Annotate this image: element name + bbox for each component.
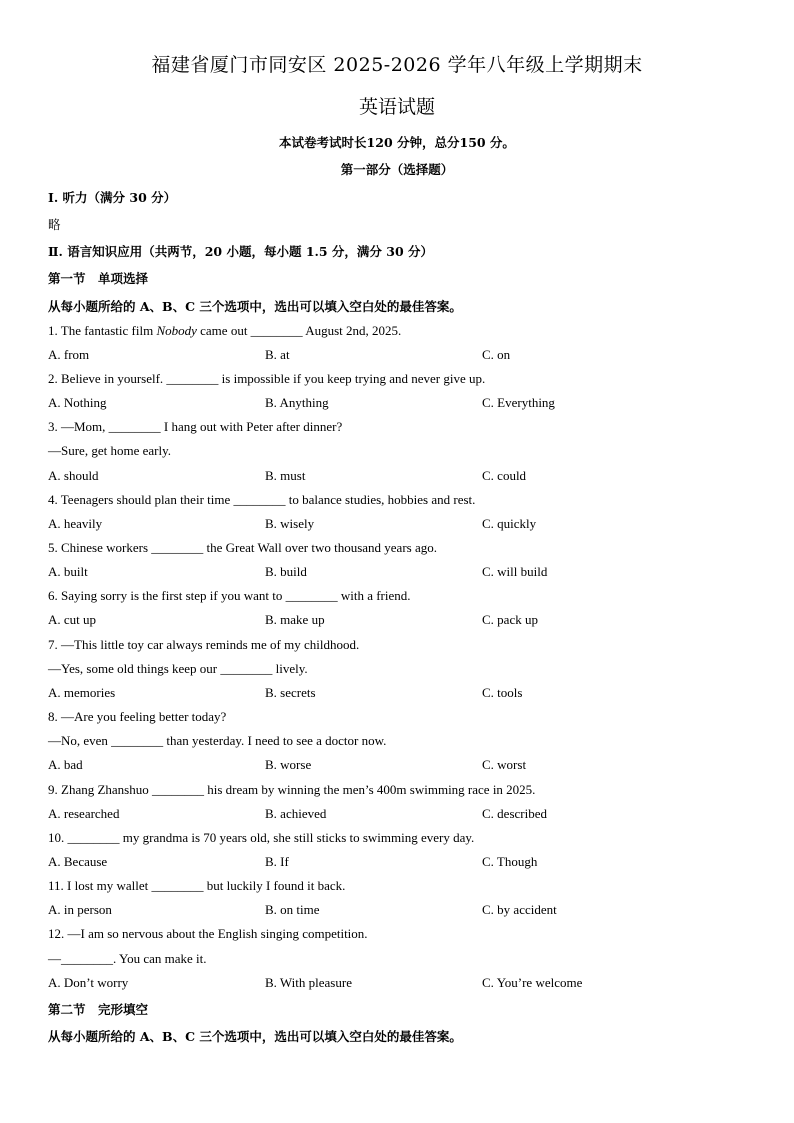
option-a: A. built [48,564,88,579]
section1-note: 略 [48,217,61,232]
question-11: 11. I lost my wallet ________ but luckily I found it back. [48,878,346,893]
option-b: B. secrets [265,685,316,700]
option-b: B. make up [265,612,325,627]
option-b: B. achieved [265,806,327,821]
option-a: A. bad [48,757,83,772]
option-b: B. build [265,564,307,579]
option-c: C. quickly [482,516,537,531]
question-4: 4. Teenagers should plan their time ________ to balance studies, hobbies and rest. [48,492,476,507]
question-3: 3. —Mom, ________ I hang out with Peter after dinner? [48,419,343,434]
sub1-heading: 第一节 单项选择 [48,271,149,286]
exam-title: 福建省厦门市同安区 2025-2026 学年八年级上学期期末 [151,54,643,76]
option-b: B. If [265,854,289,869]
option-b: B. worse [265,757,312,772]
option-b: B. Anything [265,395,329,410]
option-b: B. With pleasure [265,975,352,990]
option-b: B. at [265,347,290,362]
option-c: C. tools [482,685,523,700]
section2-heading: Ⅱ. 语言知识应用（共两节，20 小题，每小题 1.5 分，满分 30 分） [48,244,434,259]
exam-info: 本试卷考试时长120 分钟，总分150 分。 [279,135,515,150]
option-a: A. from [48,347,90,362]
option-b: B. wisely [265,516,315,531]
exam-subtitle: 英语试题 [358,96,435,118]
option-b: B. must [265,468,306,483]
question-12-reply: —________. You can make it. [48,951,207,966]
option-c: C. Everything [482,395,555,410]
option-c: C. on [482,347,511,362]
question-3-reply: —Sure, get home early. [48,443,171,458]
question-5: 5. Chinese workers ________ the Great Wall over two thousand years ago. [48,540,437,555]
option-a: A. researched [48,806,120,821]
option-a: A. should [48,468,99,483]
question-12: 12. —I am so nervous about the English singing competition. [48,926,368,941]
option-c: C. worst [482,757,527,772]
option-c: C. pack up [482,612,538,627]
option-a: A. heavily [48,516,103,531]
option-c: C. You’re welcome [482,975,583,990]
option-c: C. described [482,806,547,821]
question-stem: 1. The fantastic film Nobody came out ________ August 2nd, 2025. [48,323,402,338]
option-c: C. could [482,468,527,483]
question-1 [48,323,401,339]
question-7: 7. —This little toy car always reminds me of my childhood. [48,637,360,652]
option-b: B. on time [265,902,320,917]
option-a: A. Because [48,854,108,869]
question-9: 9. Zhang Zhanshuo ________ his dream by winning the men’s 400m swimming race in 2025. [48,782,536,797]
option-c: C. by accident [482,902,557,917]
section1-heading: I. 听力（满分 30 分） [48,190,177,205]
option-a: A. memories [48,685,116,700]
question-7-reply: —Yes, some old things keep our ________ lively. [48,661,308,676]
option-a: A. in person [48,902,112,917]
option-a: A. cut up [48,612,97,627]
question-8: 8. —Are you feeling better today? [48,709,227,724]
option-a: A. Don’t worry [48,975,129,990]
sub1-instruction: 从每小题所给的 A、B、C 三个选项中，选出可以填入空白处的最佳答案。 [48,299,462,314]
question-10: 10. ________ my grandma is 70 years old, she still sticks to swimming every day. [48,830,475,845]
option-c: C. will build [482,564,548,579]
question-8-reply: —No, even ________ than yesterday. I need to see a doctor now. [48,733,387,748]
sub2-instruction: 从每小题所给的 A、B、C 三个选项中，选出可以填入空白处的最佳答案。 [48,1029,462,1044]
option-c: C. Though [482,854,538,869]
sub2-heading: 第二节 完形填空 [48,1002,149,1017]
question-6: 6. Saying sorry is the first step if you want to ________ with a friend. [48,588,411,603]
part-one-heading: 第一部分（选择题） [340,162,454,177]
option-a: A. Nothing [48,395,107,410]
question-2: 2. Believe in yourself. ________ is impossible if you keep trying and never give up. [48,371,486,386]
